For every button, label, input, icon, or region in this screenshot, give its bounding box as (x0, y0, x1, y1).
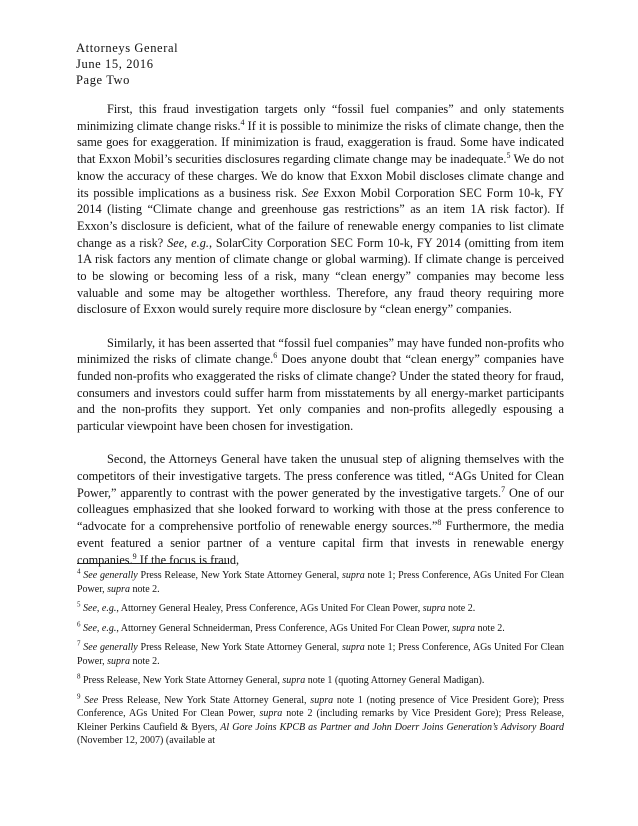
footnote-ref-6: 6 (273, 351, 278, 361)
paragraph-3: Second, the Attorneys General have taken the unusual step of aligning themselves with the competitors of their investigative targets. The press conference was titled, “AGs United for Clean Power,” apparently to contrast with the power generated by the investigative targets.$^7$ One of our colleagues emphasized that she looked forward to working with those at the press conference to “advocate for a comprehensive portfolio of renewable energy sources.”$^8$ Furthermore, the media event featured a senior partner of a venture capital firm that invests in renewable energy companies.$^9$ If the focus is fraud, (77, 452, 564, 567)
footnotes (77, 569, 564, 754)
footnote-7: $^7$ See generally Press Release, New York State Attorney General, supra note 1; Press Conference, AGs United For Clean Power, supra note 2. (77, 639, 565, 667)
footnote-ref-8: 8 (437, 518, 442, 528)
letter-body (77, 101, 564, 585)
page-number: Page Two (76, 73, 131, 87)
addressee: Attorneys General (76, 41, 179, 55)
paragraph-1: First, this fraud investigation targets only “fossil fuel companies” and only statements minimizing climate change risks.$^4$ If it is possible to minimize the risks of climate change, then the same goes for exaggeration. If minimization is fraud, exaggeration is fraud. Some have indicated that Exxon Mobil’s securities disclosures regarding climate change may be inadequate.$^5$ We do not know the accuracy of these charges. We do know that Exxon Mobil discloses climate change and its possible implications as a business risk. See Exxon Mobil Corporation SEC Form 10-k, FY 2014 (listing “Climate change and greenhouse gas restrictions” as an item 1A risk factor). If Exxon’s disclosure is deficient, what of the failure of renewable energy companies to list climate change as a risk? See, e.g., SolarCity Corporation SEC Form 10-k, FY 2014 (omitting from item 1A risk factors any mention of climate change or global warming). If climate change is perceived to be slowing or becoming less of a risk, many “clean energy” companies may become less valuable and some may be altogether worthless. Therefore, any fraud theory requiring more disclosure of Exxon would surely require more disclosure by “clean energy” companies. (77, 102, 564, 317)
footnote-8: $^8$ Press Release, New York State Attorney General, supra note 1 (quoting Attorney General Madigan). (77, 672, 485, 686)
footnote-9: $^9$ See Press Release, New York State Attorney General, supra note 1 (noting presence of Vice President Gore); Press Conference, AGs United For Clean Power, supra note 2 (including remarks by Vice President Gore); Press Release, Kleiner Perkins Caufield & Byers, Al Gore Joins KPCB as Partner and John Doerr Joins Generation’s Advisory Board (November 12, 2007) (available at (77, 692, 565, 746)
footnote-ref-7: 7 (501, 484, 506, 494)
letter-date: June 15, 2016 (76, 57, 154, 71)
footnote-5: $^5$ See, e.g., Attorney General Healey, Press Conference, AGs United For Clean Power, supra note 2. (77, 600, 476, 614)
footnote-divider (77, 563, 227, 564)
letter-header (76, 40, 178, 88)
footnote-ref-5: 5 (506, 151, 511, 161)
footnote-ref-4: 4 (240, 117, 245, 127)
footnote-4: $^4$ See generally Press Release, New York State Attorney General, supra note 1; Press Conference, AGs United For Clean Power, supra note 2. (77, 567, 565, 595)
paragraph-2: Similarly, it has been asserted that “fossil fuel companies” may have funded non-profits who minimized the risks of climate change.$^6$ Does anyone doubt that “clean energy” companies have funded non-profits who exaggerated the risks of climate change? Under the stated theory for fraud, consumers and investors could suffer harm from misstatements by all energy-market participants and the non-profits they support. Yet only companies and non-profits allegedly espousing a particular viewpoint have been chosen for investigation. (77, 335, 564, 434)
footnote-6: $^6$ See, e.g., Attorney General Schneiderman, Press Conference, AGs United For Clean Power, supra note 2. (77, 620, 505, 634)
footnote-ref-9: 9 (132, 551, 137, 561)
